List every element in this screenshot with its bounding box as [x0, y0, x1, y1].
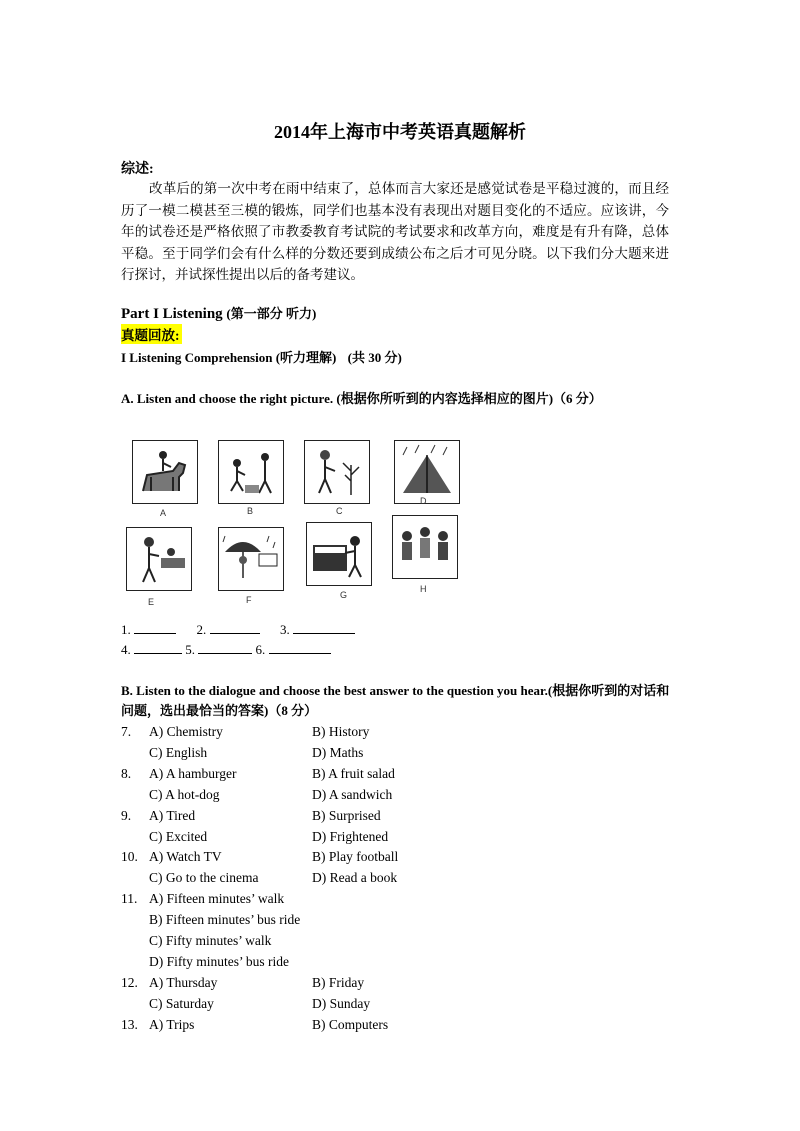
- picture-label-f: F: [246, 595, 252, 605]
- answer-blank-5[interactable]: [198, 641, 252, 654]
- option-c: C) English: [149, 744, 208, 760]
- part1-heading: [121, 303, 316, 323]
- question-number: 12.: [121, 974, 138, 990]
- section-b-title: B. Listen to the dialogue and choose the best answer to the question you hear.: [121, 683, 548, 698]
- horse-rider-icon: [132, 440, 198, 504]
- highlight-label: 真题回放:: [121, 324, 182, 344]
- blank-number: 3.: [280, 622, 290, 637]
- blank-number: 4.: [121, 642, 131, 657]
- option-a: A) Watch TV: [149, 849, 222, 865]
- answer-blank-2[interactable]: [210, 621, 260, 634]
- answer-blank-6[interactable]: [269, 641, 331, 654]
- picture-label-d: D: [420, 496, 427, 506]
- option-a: A) Thursday: [149, 974, 218, 990]
- question-number: 7.: [121, 724, 132, 739]
- listening-score: (共 30 分): [347, 350, 402, 365]
- section-a-subtitle: (根据你所听到的内容选择相应的图片)（6 分）: [336, 391, 602, 406]
- part1-subtitle: (第一部分 听力): [226, 306, 317, 321]
- answer-blanks-row-2: [121, 641, 331, 658]
- option-b: B) A fruit salad: [312, 765, 395, 781]
- group-people-icon: [392, 515, 458, 579]
- section-b-heading: [121, 681, 681, 721]
- answer-blanks-row-1: [121, 621, 355, 638]
- picture-label-c: C: [336, 506, 343, 516]
- option-b: B) Fifteen minutes’ bus ride: [149, 912, 301, 928]
- option-c: C) Fifty minutes’ walk: [149, 933, 272, 948]
- option-c: C) Saturday: [149, 995, 214, 1011]
- part1-title: Part I Listening: [121, 306, 223, 322]
- picture-label-e: E: [148, 597, 155, 607]
- page-title: 2014年上海市中考英语真题解析: [274, 122, 526, 142]
- boy-tree-icon: [304, 440, 370, 504]
- option-d: D) Frightened: [312, 828, 389, 844]
- summary-heading: 综述:: [121, 162, 154, 177]
- summary-paragraph: 改革后的第一次中考在雨中结束了，总体而言大家还是感觉试卷是平稳过渡的，而且经历了一模二模甚至三模的锻炼，同学们也基本没有表现出对题目变化的不适应。应该讲，今年的试卷还是严格依照了市教委教育考试院的考试要求和改革方向，难度是有升有降，总体平稳。至于同学们会有什么样的分数还要到成绩公布之后才可见分晓。以下我们分大题来进行探讨，并试探性提出以后的备考建议。: [121, 181, 669, 282]
- picture-label-g: G: [340, 590, 348, 600]
- blank-number: 2.: [196, 622, 207, 637]
- option-a: A) Chemistry: [149, 724, 223, 739]
- option-b: B) History: [312, 724, 370, 739]
- answer-blank-3[interactable]: [293, 621, 355, 634]
- option-d: D) Fifty minutes’ bus ride: [149, 953, 289, 969]
- option-a: A) Fifteen minutes’ walk: [149, 891, 285, 907]
- option-c: C) Excited: [149, 828, 208, 844]
- option-d: D) Maths: [312, 744, 364, 760]
- question-number: 8.: [121, 765, 132, 781]
- question-number: 13.: [121, 1016, 138, 1032]
- picture-label-h: H: [420, 584, 427, 594]
- option-a: A) Tired: [149, 807, 196, 823]
- option-b: B) Play football: [312, 849, 399, 865]
- blank-number: 5.: [185, 642, 195, 657]
- question-number: 10.: [121, 849, 138, 865]
- tent-rain-icon: [394, 440, 460, 504]
- option-d: D) Sunday: [312, 995, 371, 1011]
- section-a-heading: [121, 388, 602, 407]
- answer-blank-1[interactable]: [134, 621, 176, 634]
- blank-number: 6.: [255, 642, 266, 657]
- option-a: A) Trips: [149, 1016, 195, 1032]
- option-a: A) A hamburger: [149, 765, 237, 781]
- option-b: B) Friday: [312, 974, 365, 990]
- blank-number: 1.: [121, 622, 131, 637]
- question-number: 11.: [121, 891, 138, 907]
- umbrella-shop-icon: [218, 527, 284, 591]
- option-d: D) A sandwich: [312, 786, 393, 802]
- option-c: C) Go to the cinema: [149, 870, 259, 886]
- section-a-title: A. Listen and choose the right picture.: [121, 391, 334, 406]
- picture-label-a: A: [160, 508, 167, 518]
- option-c: C) A hot-dog: [149, 786, 220, 802]
- option-d: D) Read a book: [312, 870, 398, 886]
- picnic-people-icon: [218, 440, 284, 504]
- listening-title: I Listening Comprehension: [121, 350, 273, 365]
- listening-subtitle: (听力理解): [275, 350, 337, 365]
- answer-blank-4[interactable]: [134, 641, 182, 654]
- option-b: B) Surprised: [312, 807, 381, 823]
- piano-player-icon: [306, 522, 372, 586]
- option-b: B) Computers: [312, 1016, 389, 1032]
- picture-label-b: B: [247, 506, 254, 516]
- section-b-subtitle: (根据你听到的对话和问题，选出最恰当的答案)（8 分）: [121, 683, 670, 718]
- doctor-patient-icon: [126, 527, 192, 591]
- listening-heading: [121, 347, 402, 366]
- question-number: 9.: [121, 807, 132, 823]
